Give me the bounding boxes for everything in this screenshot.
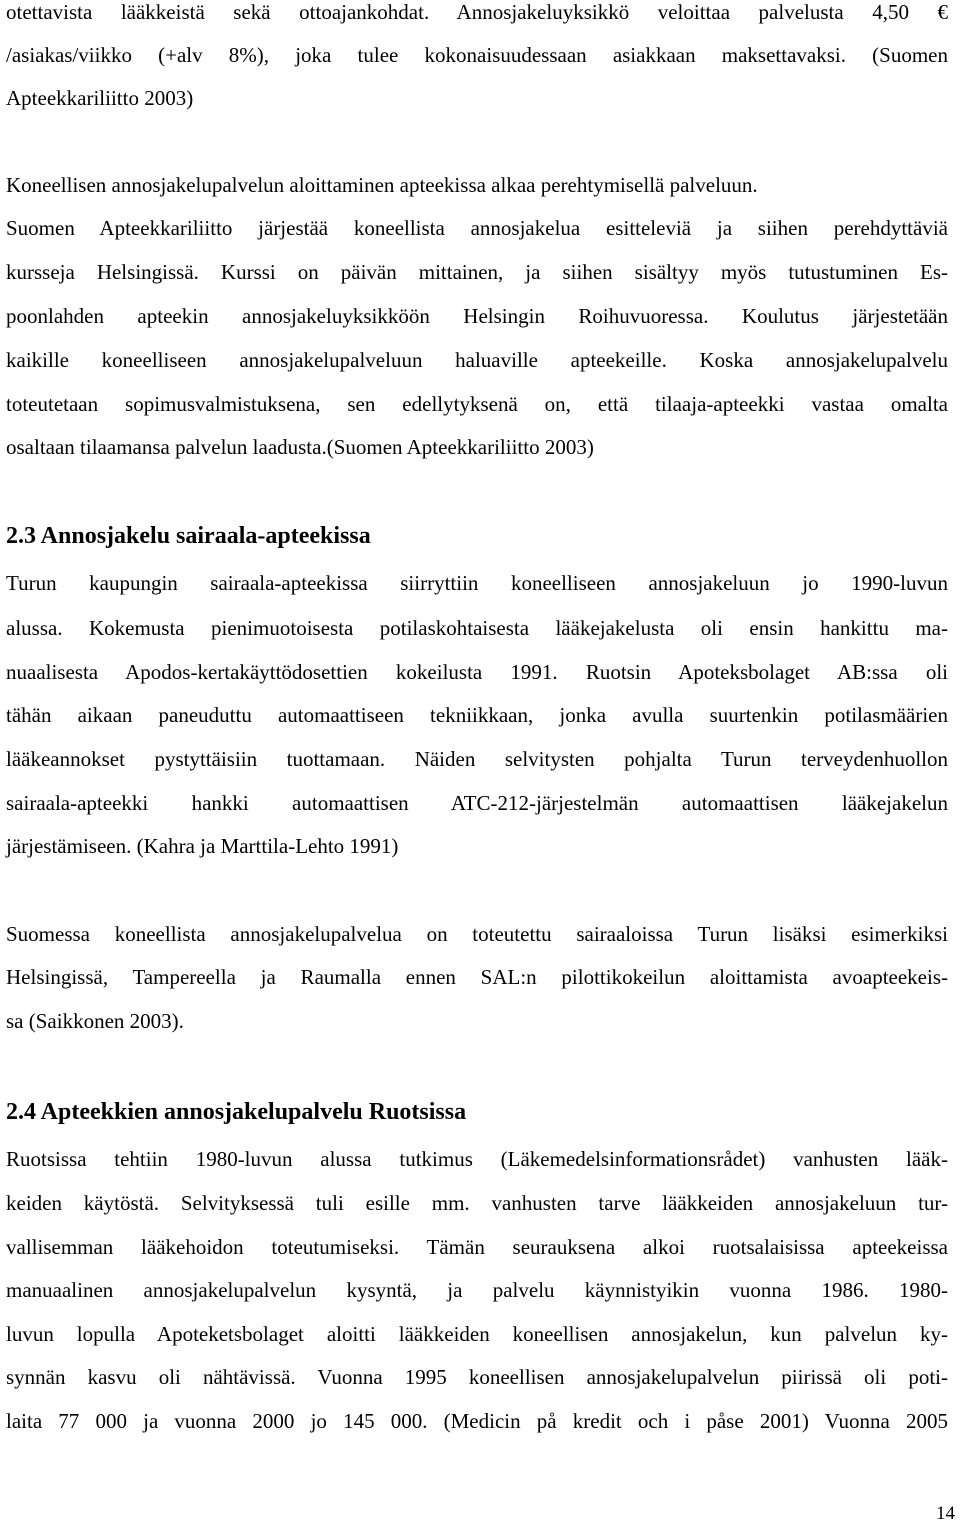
text-line: järjestämiseen. (Kahra ja Marttila-Lehto 1991) [6, 834, 399, 858]
text-line: synnän kasvu oli nähtävissä. Vuonna 1995 koneellisen annosjakelupalvelun piirissä oli poti- [6, 1365, 948, 1389]
text-line: toteutetaan sopimusvalmistuksena, sen edellytyksenä on, että tilaaja-apteekki vastaa omalta [6, 392, 948, 416]
section-heading: 2.3 Annosjakelu sairaala-apteekissa [6, 523, 371, 549]
page-number: 14 [936, 1503, 955, 1524]
text-line: Turun kaupungin sairaala-apteekissa siirryttiin koneelliseen annosjakeluun jo 1990-luvun [6, 571, 948, 595]
text-line: Suomessa koneellista annosjakelupalvelua on toteutettu sairaaloissa Turun lisäksi esimerkiksi [6, 922, 948, 946]
section-heading: 2.4 Apteekkien annosjakelupalvelu Ruotsissa [6, 1099, 467, 1125]
text-line: poonlahden apteekin annosjakeluyksikköön Helsingin Roihuvuoressa. Koulutus järjestetään [6, 304, 948, 328]
text-line: alussa. Kokemusta pienimuotoisesta potilaskohtaisesta lääkejakelusta oli ensin hankittu ma- [6, 616, 948, 640]
text-line: manuaalinen annosjakelupalvelun kysyntä, ja palvelu käynnistyikin vuonna 1986. 1980- [6, 1278, 948, 1302]
text-line: kaikille koneelliseen annosjakelupalveluun haluaville apteekeille. Koska annosjakelupalvelu [6, 348, 948, 372]
text-line: Helsingissä, Tampereella ja Raumalla ennen SAL:n pilottikokeilun aloittamista avoapteekeis- [6, 965, 948, 989]
text-line: sa (Saikkonen 2003). [6, 1009, 184, 1033]
text-line: luvun lopulla Apoteketsbolaget aloitti lääkkeiden koneellisen annosjakelun, kun palvelun ky- [6, 1322, 948, 1346]
text-line: Koneellisen annosjakelupalvelun aloittaminen apteekissa alkaa perehtymisellä palveluun. [6, 173, 758, 197]
text-line: keiden käytöstä. Selvityksessä tuli esille mm. vanhusten tarve lääkkeiden annosjakeluun tur- [6, 1191, 948, 1215]
text-line: Ruotsissa tehtiin 1980-luvun alussa tutkimus (Läkemedelsinformationsrådet) vanhusten lääk- [6, 1147, 948, 1171]
text-line: laita 77 000 ja vuonna 2000 jo 145 000. (Medicin på kredit och i påse 2001) Vuonna 2005 [6, 1409, 948, 1433]
text-line: Suomen Apteekkariliitto järjestää koneellista annosjakelua esitteleviä ja siihen perehdyttäviä [6, 216, 948, 240]
text-line: osaltaan tilaamansa palvelun laadusta.(Suomen Apteekkariliitto 2003) [6, 435, 594, 459]
text-line: vallisemman lääkehoidon toteutumiseksi. Tämän seurauksena alkoi ruotsalaisissa apteekeissa [6, 1235, 948, 1259]
text-line: Apteekkariliitto 2003) [6, 86, 194, 110]
text-line: otettavista lääkkeistä sekä ottoajankohdat. Annosjakeluyksikkö veloittaa palvelusta 4,50 € [6, 0, 948, 24]
text-line: kursseja Helsingissä. Kurssi on päivän mittainen, ja siihen sisältyy myös tutustuminen Es- [6, 260, 948, 284]
text-line: lääkeannokset pystyttäisiin tuottamaan. Näiden selvitysten pohjalta Turun terveydenhuollon [6, 747, 948, 771]
text-line: /asiakas/viikko (+alv 8%), joka tulee kokonaisuudessaan asiakkaan maksettavaksi. (Suomen [6, 43, 948, 67]
text-line: sairaala-apteekki hankki automaattisen ATC-212-järjestelmän automaattisen lääkejakelun [6, 791, 948, 815]
text-line: nuaalisesta Apodos-kertakäyttödosettien kokeilusta 1991. Ruotsin Apoteksbolaget AB:ssa oli [6, 660, 948, 684]
text-line: tähän aikaan paneuduttu automaattiseen tekniikkaan, jonka avulla suurtenkin potilasmäärien [6, 703, 948, 727]
